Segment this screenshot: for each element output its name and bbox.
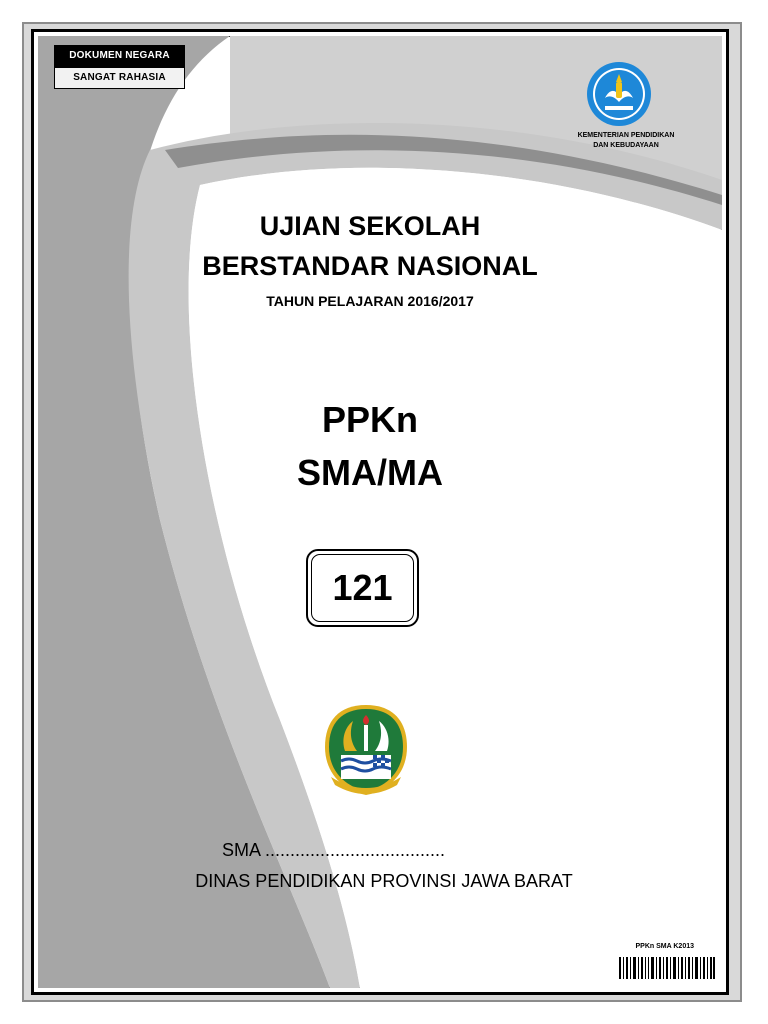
exam-title-line-2: BERSTANDAR NASIONAL: [202, 251, 538, 281]
classification-label: DOKUMEN NEGARA: [54, 45, 185, 67]
academic-year: TAHUN PELAJARAN 2016/2017: [266, 293, 474, 309]
school-level: SMA/MA: [297, 452, 443, 493]
package-code: 121: [311, 554, 414, 622]
agency-name: DINAS PENDIDIKAN PROVINSI JAWA BARAT: [195, 871, 573, 891]
subject-name: PPKn: [321, 399, 418, 440]
ministry-name: [556, 131, 696, 151]
barcode-icon: [619, 957, 715, 979]
document-code: PPKn SMA K2013: [635, 943, 694, 950]
secrecy-label: SANGAT RAHASIA: [54, 67, 185, 89]
tut-wuri-handayani-emblem-icon: [585, 60, 653, 128]
ministry-line-1: KEMENTERIAN PENDIDIKAN: [577, 132, 675, 139]
west-java-province-emblem-icon: [323, 703, 409, 797]
exam-title-line-1: UJIAN SEKOLAH: [259, 211, 481, 241]
school-name-line: SMA ....................................: [222, 840, 446, 860]
ministry-line-2: DAN KEBUDAYAAN: [593, 142, 659, 149]
package-code-box: [306, 549, 419, 627]
